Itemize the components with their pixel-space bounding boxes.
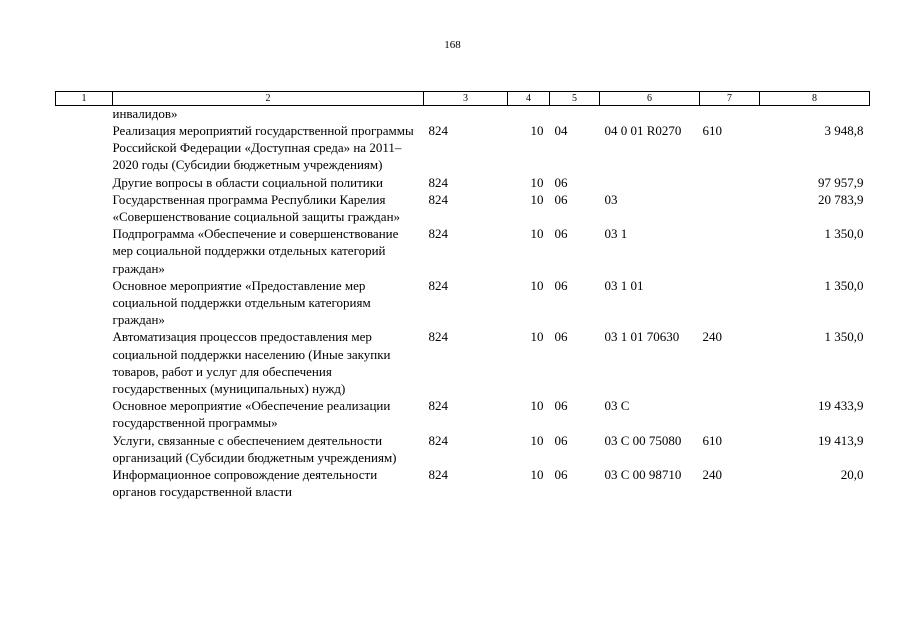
row-ministry: 824 [428,123,448,138]
row-subsection: 06 [554,432,568,448]
column-header-2: 2 [113,92,424,106]
row-index-cell [56,466,113,500]
row-amount: 20 783,9 [818,191,864,207]
row-section: 10 [530,123,544,138]
table-row [56,277,870,329]
row-subsection: 06 [554,191,568,207]
row-subsection [550,106,600,123]
row-target: 03 1 [604,226,628,242]
row-subsection: 06 [554,467,568,483]
row-target: 03 С 00 75080 [604,432,682,448]
row-name: Реализация мероприятий государственной программы Российской Федерации «Доступная среда» на 2011–2020 годы (Субсидии бюджетным учреждениям) [112,123,414,173]
row-subsection: 06 [554,398,568,414]
row-index-cell [56,277,113,329]
row-index-cell [56,328,113,397]
row-name: Государственная программа Республики Карелия «Совершенствование социальной защиты граждан» [112,191,401,225]
row-index-cell [56,432,113,466]
row-subsection: 06 [554,329,568,345]
row-index-cell [56,225,113,277]
row-expense-type: 240 [702,467,722,483]
table-row [56,106,870,123]
row-target: 03 [604,191,618,207]
column-header-7: 7 [700,92,760,106]
row-amount [760,106,870,123]
row-expense-type [700,174,760,191]
row-section: 10 [530,174,544,190]
row-subsection: 04 [554,123,568,138]
row-expense-type [700,397,760,431]
table-row [56,397,870,431]
row-name: инвалидов» [112,106,178,121]
header-row [56,92,870,106]
row-ministry: 824 [428,191,448,207]
row-section: 10 [530,226,544,242]
row-subsection: 06 [554,174,568,190]
row-ministry: 824 [428,174,448,190]
row-name: Основное мероприятие «Предоставление мер социальной поддержки отдельным категориям граждан» [112,277,371,328]
row-index-cell [56,106,113,123]
row-section: 10 [530,398,544,414]
row-target [600,174,700,191]
row-ministry: 824 [428,329,448,345]
row-target [600,106,700,123]
column-header-4: 4 [508,92,550,106]
row-expense-type [700,106,760,123]
row-target: 03 1 01 [604,277,644,293]
row-ministry [424,106,508,123]
row-name: Основное мероприятие «Обеспечение реализации государственной программы» [112,398,391,431]
row-section [508,106,550,123]
table-row [56,174,870,191]
row-ministry: 824 [428,398,448,414]
row-section: 10 [530,432,544,448]
column-header-3: 3 [424,92,508,106]
row-expense-type: 610 [702,123,722,138]
row-section: 10 [530,329,544,345]
row-amount: 19 413,9 [818,432,864,448]
column-header-1: 1 [56,92,113,106]
table-row [56,225,870,277]
row-expense-type [700,191,760,225]
column-header-5: 5 [550,92,600,106]
row-target: 04 0 01 R0270 [604,123,682,138]
row-index-cell [56,122,113,174]
row-name: Другие вопросы в области социальной политики [112,174,383,190]
row-target: 03 1 01 70630 [604,329,680,345]
table-row [56,432,870,466]
row-name: Услуги, связанные с обеспечением деятельности организаций (Субсидии бюджетным учреждениям) [112,432,397,465]
row-target: 03 С [604,398,630,414]
table-row [56,466,870,500]
row-expense-type: 610 [702,432,722,448]
table-row [56,328,870,397]
row-amount: 97 957,9 [818,174,864,190]
row-ministry: 824 [428,467,448,483]
column-header-6: 6 [600,92,700,106]
page-number: 168 [444,39,461,51]
row-amount: 1 350,0 [824,277,864,293]
row-section: 10 [530,467,544,483]
row-target: 03 С 00 98710 [604,467,682,483]
row-amount: 1 350,0 [824,226,864,242]
row-amount: 1 350,0 [824,329,864,345]
row-name: Подпрограмма «Обеспечение и совершенствование мер социальной поддержки отдельных категорий граждан» [112,226,399,276]
budget-table [55,91,870,500]
row-amount: 3 948,8 [824,123,864,138]
row-expense-type [700,277,760,329]
row-expense-type: 240 [702,329,722,345]
table-row [56,122,870,174]
row-subsection: 06 [554,226,568,242]
row-ministry: 824 [428,432,448,448]
row-name: Информационное сопровождение деятельности органов государственной власти [112,467,378,500]
row-index-cell [56,191,113,225]
row-expense-type [700,225,760,277]
row-section: 10 [530,191,544,207]
row-name: Автоматизация процессов предоставления мер социальной поддержки населению (Иные закупки товаров, работ и услуг для обеспечения государственных (муниципальных) нужд) [112,329,391,397]
row-amount: 19 433,9 [818,398,864,414]
row-subsection: 06 [554,277,568,293]
row-section: 10 [530,277,544,293]
table-row [56,191,870,225]
column-header-8: 8 [760,92,870,106]
row-ministry: 824 [428,277,448,293]
row-ministry: 824 [428,226,448,242]
row-amount: 20,0 [840,467,864,483]
row-index-cell [56,174,113,191]
row-index-cell [56,397,113,431]
